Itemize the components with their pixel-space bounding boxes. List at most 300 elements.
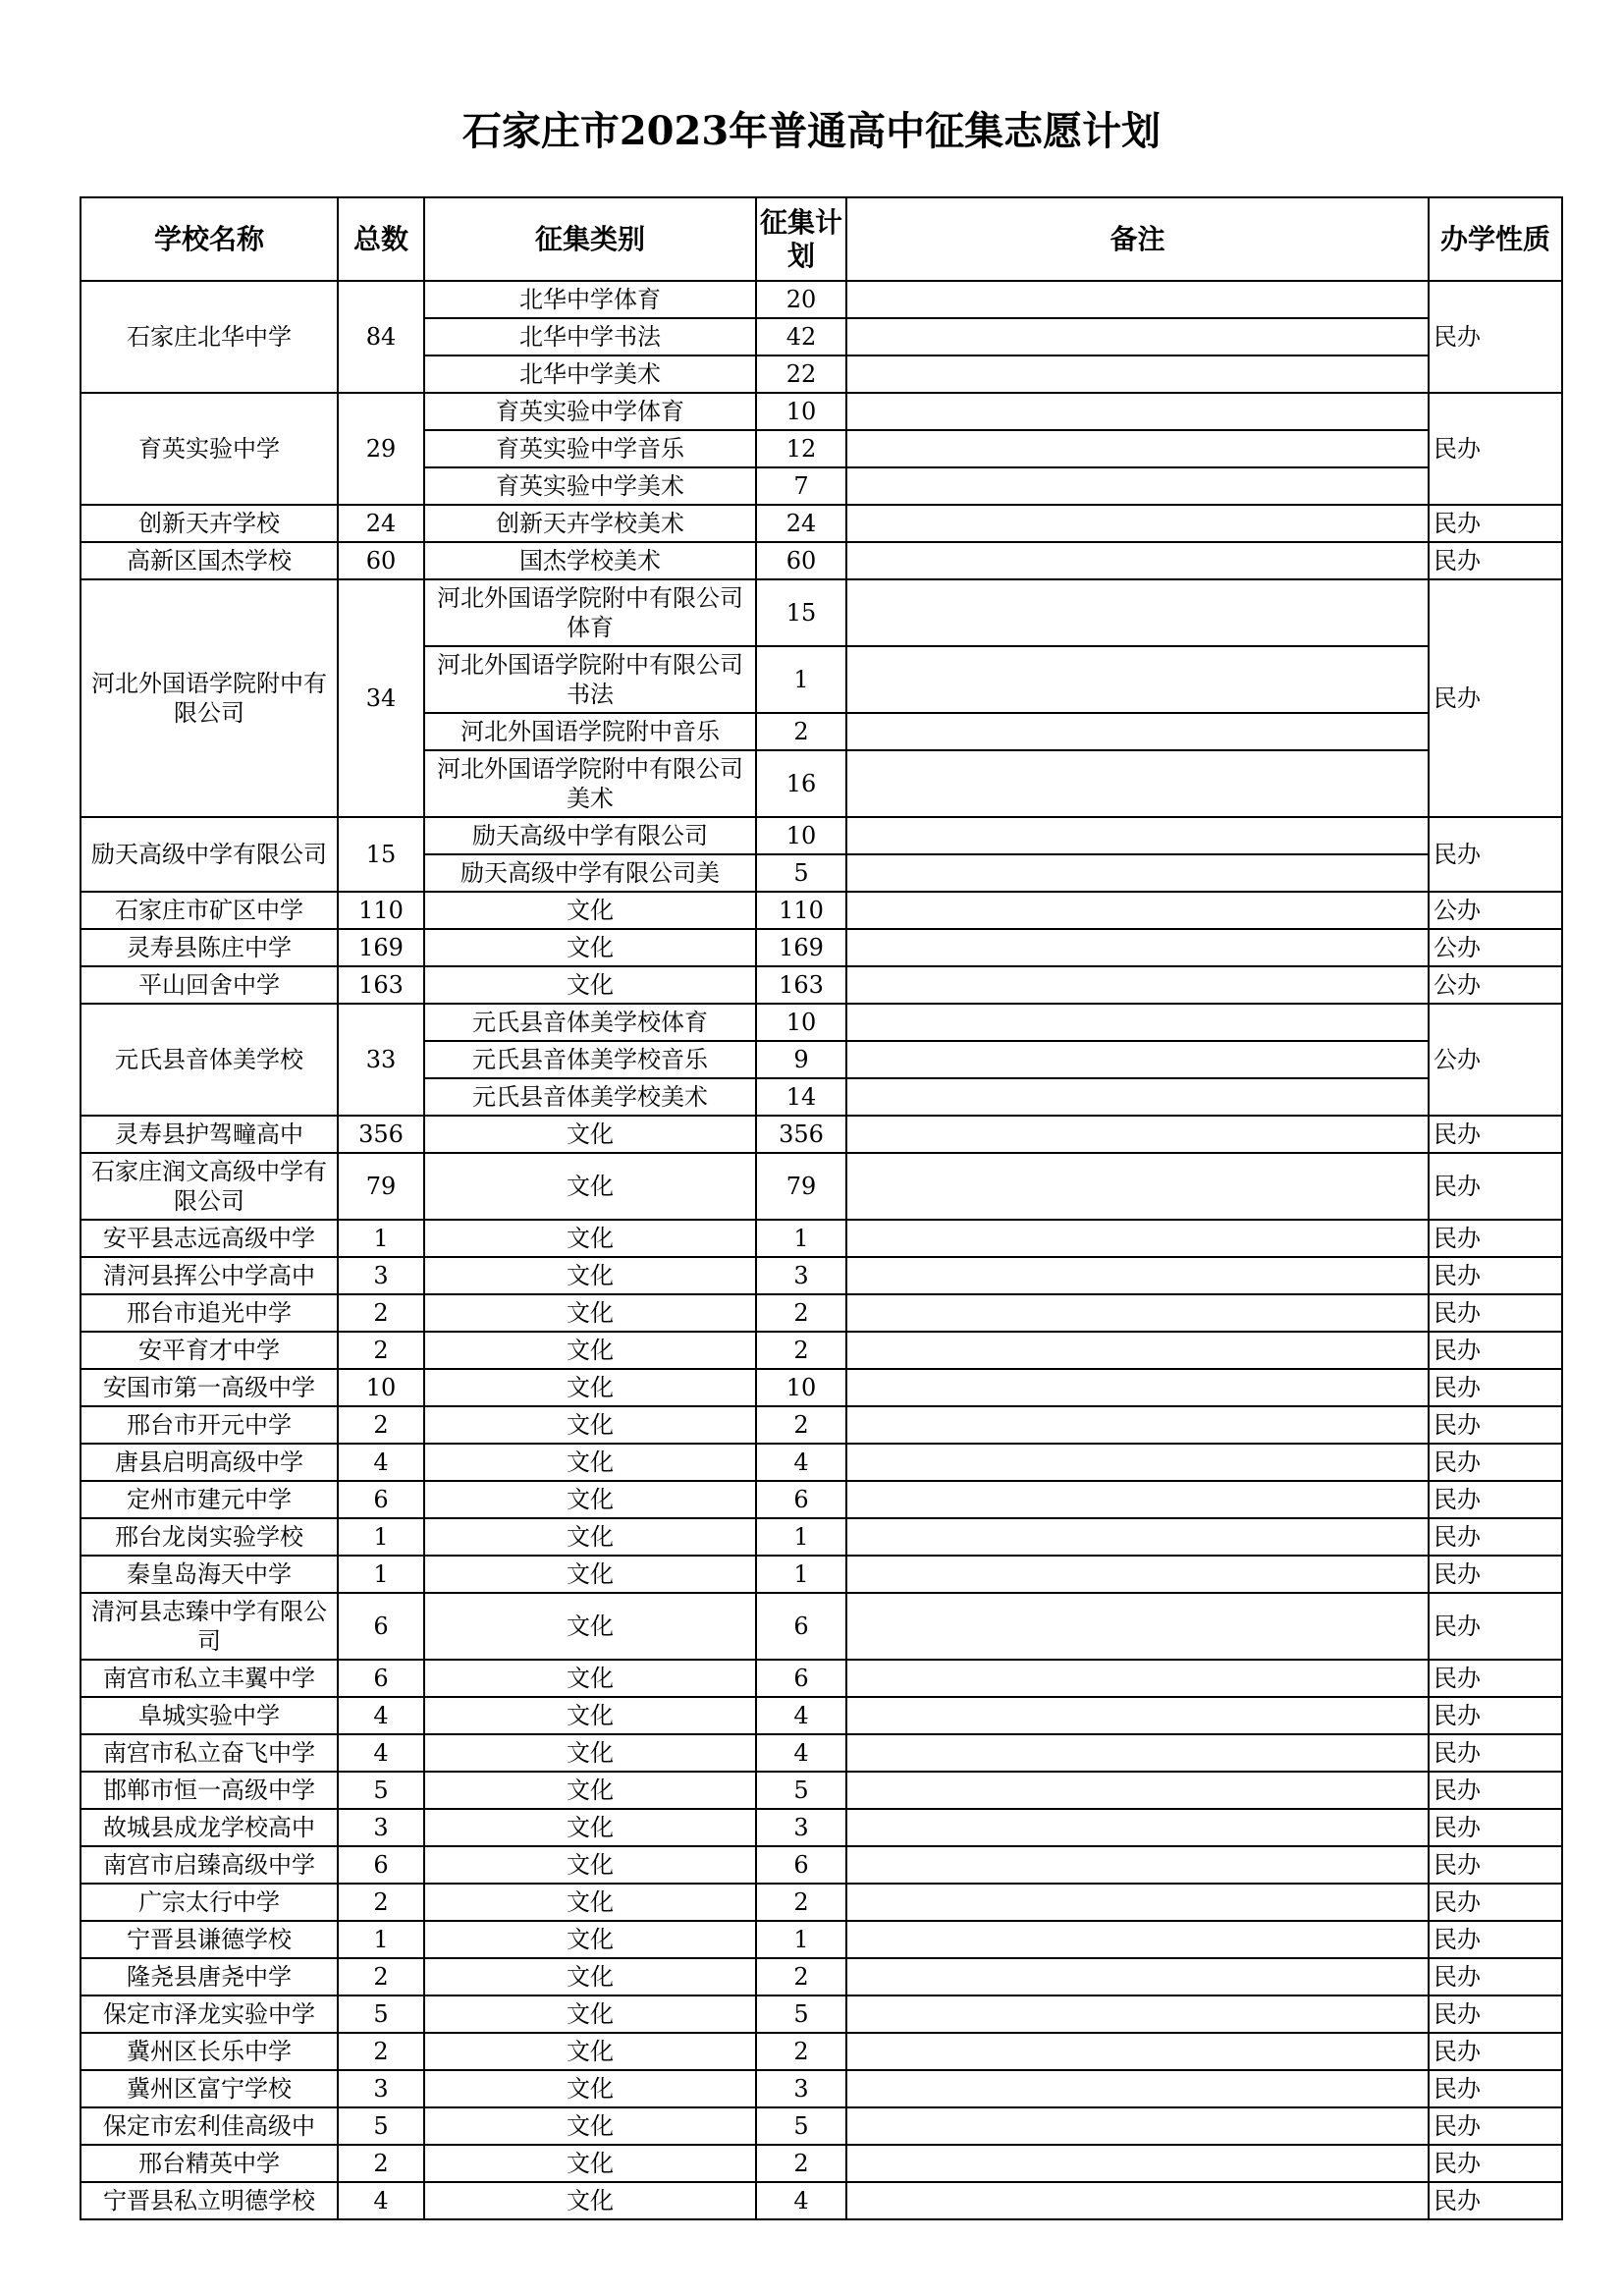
nature-cell: 民办: [1429, 1556, 1562, 1593]
plan-cell: 2: [756, 2033, 846, 2070]
category-cell: 北华中学美术: [424, 355, 756, 393]
total-cell: 6: [338, 1593, 424, 1660]
category-cell: 文化: [424, 929, 756, 966]
nature-cell: 民办: [1429, 1332, 1562, 1369]
total-cell: 4: [338, 1444, 424, 1481]
nature-cell: 民办: [1429, 1257, 1562, 1294]
category-cell: 励天高级中学有限公司: [424, 817, 756, 854]
notes-cell: [846, 1406, 1429, 1444]
total-cell: 5: [338, 1995, 424, 2033]
table-row: [81, 817, 1562, 854]
category-cell: 文化: [424, 2070, 756, 2107]
category-cell: 文化: [424, 1846, 756, 1884]
total-cell: 2: [338, 1884, 424, 1921]
school-name-cell: 清河县挥公中学高中: [81, 1257, 338, 1294]
table-row: [81, 1481, 1562, 1518]
category-cell: 文化: [424, 1406, 756, 1444]
table-row: [81, 1116, 1562, 1153]
nature-cell: 民办: [1429, 505, 1562, 542]
category-cell: 文化: [424, 1660, 756, 1697]
notes-cell: [846, 1116, 1429, 1153]
plan-cell: 1: [756, 646, 846, 713]
nature-cell: 民办: [1429, 817, 1562, 892]
school-name-cell: 清河县志臻中学有限公司: [81, 1593, 338, 1660]
school-name-cell: 安平县志远高级中学: [81, 1220, 338, 1257]
notes-cell: [846, 2145, 1429, 2182]
nature-cell: 民办: [1429, 2145, 1562, 2182]
total-cell: 29: [338, 393, 424, 505]
nature-cell: 公办: [1429, 929, 1562, 966]
category-cell: 元氏县音体美学校音乐: [424, 1041, 756, 1078]
plan-cell: 3: [756, 1809, 846, 1846]
notes-cell: [846, 1220, 1429, 1257]
category-cell: 河北外国语学院附中音乐: [424, 713, 756, 750]
plan-cell: 42: [756, 318, 846, 355]
plan-cell: 6: [756, 1846, 846, 1884]
school-name-cell: 保定市泽龙实验中学: [81, 1995, 338, 2033]
nature-cell: 民办: [1429, 2033, 1562, 2070]
school-name-cell: 广宗太行中学: [81, 1884, 338, 1921]
total-cell: 1: [338, 1556, 424, 1593]
total-cell: 4: [338, 1697, 424, 1734]
school-name-cell: 河北外国语学院附中有限公司: [81, 579, 338, 817]
nature-cell: 民办: [1429, 1153, 1562, 1220]
school-name-cell: 邢台市追光中学: [81, 1294, 338, 1332]
table-row: [81, 1995, 1562, 2033]
school-name-cell: 励天高级中学有限公司: [81, 817, 338, 892]
plan-cell: 5: [756, 2107, 846, 2145]
plan-cell: 10: [756, 1004, 846, 1041]
category-cell: 北华中学书法: [424, 318, 756, 355]
category-cell: 文化: [424, 1556, 756, 1593]
category-cell: 元氏县音体美学校美术: [424, 1078, 756, 1116]
school-name-cell: 阜城实验中学: [81, 1697, 338, 1734]
school-name-cell: 石家庄北华中学: [81, 281, 338, 393]
plan-cell: 10: [756, 817, 846, 854]
total-cell: 2: [338, 1332, 424, 1369]
category-cell: 励天高级中学有限公司美: [424, 854, 756, 892]
notes-cell: [846, 1884, 1429, 1921]
table-row: [81, 1444, 1562, 1481]
notes-cell: [846, 1772, 1429, 1809]
header-row: [81, 197, 1562, 281]
notes-cell: [846, 1556, 1429, 1593]
school-name-cell: 安平育才中学: [81, 1332, 338, 1369]
category-cell: 元氏县音体美学校体育: [424, 1004, 756, 1041]
plan-cell: 4: [756, 1697, 846, 1734]
total-cell: 169: [338, 929, 424, 966]
plan-table: [80, 196, 1563, 2220]
category-cell: 文化: [424, 1958, 756, 1995]
table-row: [81, 1921, 1562, 1958]
notes-cell: [846, 2070, 1429, 2107]
category-cell: 育英实验中学音乐: [424, 430, 756, 467]
table-row: [81, 2033, 1562, 2070]
table-row: [81, 1846, 1562, 1884]
plan-cell: 356: [756, 1116, 846, 1153]
notes-cell: [846, 430, 1429, 467]
category-cell: 文化: [424, 1294, 756, 1332]
nature-cell: 民办: [1429, 1294, 1562, 1332]
category-cell: 文化: [424, 1772, 756, 1809]
notes-cell: [846, 1995, 1429, 2033]
total-cell: 4: [338, 2182, 424, 2219]
plan-cell: 7: [756, 467, 846, 505]
nature-cell: 民办: [1429, 1958, 1562, 1995]
category-cell: 北华中学体育: [424, 281, 756, 318]
category-cell: 育英实验中学美术: [424, 467, 756, 505]
total-cell: 6: [338, 1660, 424, 1697]
plan-cell: 5: [756, 1995, 846, 2033]
table-row: [81, 892, 1562, 929]
school-name-cell: 育英实验中学: [81, 393, 338, 505]
total-cell: 84: [338, 281, 424, 393]
nature-cell: 民办: [1429, 1220, 1562, 1257]
notes-cell: [846, 1734, 1429, 1772]
nature-cell: 民办: [1429, 281, 1562, 393]
school-name-cell: 邢台龙岗实验学校: [81, 1518, 338, 1556]
nature-cell: 民办: [1429, 1772, 1562, 1809]
header-notes: 备注: [846, 197, 1429, 281]
school-name-cell: 创新天卉学校: [81, 505, 338, 542]
notes-cell: [846, 1078, 1429, 1116]
nature-cell: 民办: [1429, 1921, 1562, 1958]
plan-cell: 6: [756, 1660, 846, 1697]
table-row: [81, 1406, 1562, 1444]
total-cell: 79: [338, 1153, 424, 1220]
table-row: [81, 281, 1562, 318]
notes-cell: [846, 2107, 1429, 2145]
table-row: [81, 1004, 1562, 1041]
total-cell: 6: [338, 1846, 424, 1884]
plan-cell: 6: [756, 1481, 846, 1518]
notes-cell: [846, 1153, 1429, 1220]
plan-cell: 24: [756, 505, 846, 542]
school-name-cell: 宁晋县私立明德学校: [81, 2182, 338, 2219]
category-cell: 河北外国语学院附中有限公司美术: [424, 750, 756, 817]
category-cell: 文化: [424, 1884, 756, 1921]
table-row: [81, 1734, 1562, 1772]
notes-cell: [846, 966, 1429, 1004]
category-cell: 文化: [424, 1369, 756, 1406]
school-name-cell: 冀州区富宁学校: [81, 2070, 338, 2107]
plan-cell: 22: [756, 355, 846, 393]
notes-cell: [846, 1660, 1429, 1697]
table-row: [81, 966, 1562, 1004]
plan-cell: 79: [756, 1153, 846, 1220]
table-row: [81, 1593, 1562, 1660]
nature-cell: 民办: [1429, 1481, 1562, 1518]
notes-cell: [846, 1041, 1429, 1078]
nature-cell: 公办: [1429, 966, 1562, 1004]
total-cell: 6: [338, 1481, 424, 1518]
category-cell: 文化: [424, 1220, 756, 1257]
header-nature: 办学性质: [1429, 197, 1562, 281]
nature-cell: 民办: [1429, 1369, 1562, 1406]
school-name-cell: 安国市第一高级中学: [81, 1369, 338, 1406]
school-name-cell: 冀州区长乐中学: [81, 2033, 338, 2070]
school-name-cell: 灵寿县护驾疃高中: [81, 1116, 338, 1153]
category-cell: 文化: [424, 1734, 756, 1772]
school-name-cell: 石家庄润文高级中学有限公司: [81, 1153, 338, 1220]
table-row: [81, 1332, 1562, 1369]
nature-cell: 民办: [1429, 1846, 1562, 1884]
table-row: [81, 2070, 1562, 2107]
plan-cell: 3: [756, 1257, 846, 1294]
notes-cell: [846, 892, 1429, 929]
total-cell: 4: [338, 1734, 424, 1772]
table-row: [81, 1518, 1562, 1556]
category-cell: 文化: [424, 2182, 756, 2219]
category-cell: 河北外国语学院附中有限公司体育: [424, 579, 756, 646]
plan-cell: 6: [756, 1593, 846, 1660]
total-cell: 10: [338, 1369, 424, 1406]
nature-cell: 民办: [1429, 1697, 1562, 1734]
plan-cell: 1: [756, 1220, 846, 1257]
plan-cell: 110: [756, 892, 846, 929]
plan-cell: 2: [756, 713, 846, 750]
notes-cell: [846, 1958, 1429, 1995]
table-row: [81, 1660, 1562, 1697]
notes-cell: [846, 1809, 1429, 1846]
notes-cell: [846, 1369, 1429, 1406]
notes-cell: [846, 1332, 1429, 1369]
category-cell: 文化: [424, 1995, 756, 2033]
category-cell: 文化: [424, 2145, 756, 2182]
notes-cell: [846, 467, 1429, 505]
table-row: [81, 1884, 1562, 1921]
notes-cell: [846, 505, 1429, 542]
nature-cell: 民办: [1429, 2107, 1562, 2145]
category-cell: 文化: [424, 1697, 756, 1734]
table-row: [81, 393, 1562, 430]
school-name-cell: 石家庄市矿区中学: [81, 892, 338, 929]
header-total: 总数: [338, 197, 424, 281]
plan-cell: 2: [756, 1958, 846, 1995]
category-cell: 文化: [424, 892, 756, 929]
plan-cell: 2: [756, 1294, 846, 1332]
school-name-cell: 灵寿县陈庄中学: [81, 929, 338, 966]
table-row: [81, 1697, 1562, 1734]
plan-cell: 4: [756, 1444, 846, 1481]
total-cell: 15: [338, 817, 424, 892]
category-cell: 文化: [424, 1809, 756, 1846]
plan-cell: 1: [756, 1518, 846, 1556]
plan-cell: 2: [756, 1884, 846, 1921]
notes-cell: [846, 854, 1429, 892]
table-row: [81, 1257, 1562, 1294]
plan-cell: 1: [756, 1556, 846, 1593]
notes-cell: [846, 355, 1429, 393]
school-name-cell: 宁晋县谦德学校: [81, 1921, 338, 1958]
plan-cell: 12: [756, 430, 846, 467]
total-cell: 1: [338, 1921, 424, 1958]
plan-cell: 2: [756, 1406, 846, 1444]
plan-cell: 2: [756, 2145, 846, 2182]
category-cell: 文化: [424, 1257, 756, 1294]
nature-cell: 民办: [1429, 2070, 1562, 2107]
plan-cell: 20: [756, 281, 846, 318]
notes-cell: [846, 750, 1429, 817]
plan-cell: 15: [756, 579, 846, 646]
nature-cell: 民办: [1429, 1593, 1562, 1660]
notes-cell: [846, 1518, 1429, 1556]
notes-cell: [846, 1846, 1429, 1884]
nature-cell: 公办: [1429, 1004, 1562, 1116]
nature-cell: 民办: [1429, 1518, 1562, 1556]
plan-cell: 9: [756, 1041, 846, 1078]
page-title: 石家庄市2023年普通高中征集志愿计划: [461, 108, 1162, 154]
nature-cell: 民办: [1429, 1995, 1562, 2033]
notes-cell: [846, 1004, 1429, 1041]
school-name-cell: 邢台精英中学: [81, 2145, 338, 2182]
nature-cell: 民办: [1429, 579, 1562, 817]
school-name-cell: 秦皇岛海天中学: [81, 1556, 338, 1593]
nature-cell: 民办: [1429, 542, 1562, 579]
school-name-cell: 南宫市启臻高级中学: [81, 1846, 338, 1884]
school-name-cell: 南宫市私立奋飞中学: [81, 1734, 338, 1772]
nature-cell: 民办: [1429, 1406, 1562, 1444]
notes-cell: [846, 393, 1429, 430]
nature-cell: 民办: [1429, 1660, 1562, 1697]
header-plan: 征集计划: [756, 197, 846, 281]
notes-cell: [846, 646, 1429, 713]
school-name-cell: 邢台市开元中学: [81, 1406, 338, 1444]
table-row: [81, 1220, 1562, 1257]
nature-cell: 民办: [1429, 1734, 1562, 1772]
plan-cell: 5: [756, 1772, 846, 1809]
school-name-cell: 故城县成龙学校高中: [81, 1809, 338, 1846]
total-cell: 24: [338, 505, 424, 542]
notes-cell: [846, 318, 1429, 355]
category-cell: 文化: [424, 1116, 756, 1153]
notes-cell: [846, 542, 1429, 579]
notes-cell: [846, 1481, 1429, 1518]
plan-cell: 4: [756, 1734, 846, 1772]
plan-cell: 3: [756, 2070, 846, 2107]
school-name-cell: 南宫市私立丰翼中学: [81, 1660, 338, 1697]
table-row: [81, 2145, 1562, 2182]
nature-cell: 民办: [1429, 1884, 1562, 1921]
nature-cell: 公办: [1429, 892, 1562, 929]
total-cell: 2: [338, 2033, 424, 2070]
notes-cell: [846, 929, 1429, 966]
table-row: [81, 542, 1562, 579]
school-name-cell: 保定市宏利佳高级中: [81, 2107, 338, 2145]
table-row: [81, 1153, 1562, 1220]
table-row: [81, 579, 1562, 646]
total-cell: 5: [338, 2107, 424, 2145]
total-cell: 2: [338, 1406, 424, 1444]
notes-cell: [846, 1257, 1429, 1294]
total-cell: 2: [338, 2145, 424, 2182]
nature-cell: 民办: [1429, 393, 1562, 505]
total-cell: 1: [338, 1518, 424, 1556]
category-cell: 创新天卉学校美术: [424, 505, 756, 542]
category-cell: 文化: [424, 1921, 756, 1958]
nature-cell: 民办: [1429, 2182, 1562, 2219]
category-cell: 文化: [424, 1444, 756, 1481]
total-cell: 60: [338, 542, 424, 579]
notes-cell: [846, 2033, 1429, 2070]
school-name-cell: 唐县启明高级中学: [81, 1444, 338, 1481]
category-cell: 文化: [424, 1153, 756, 1220]
total-cell: 3: [338, 2070, 424, 2107]
category-cell: 育英实验中学体育: [424, 393, 756, 430]
total-cell: 34: [338, 579, 424, 817]
total-cell: 33: [338, 1004, 424, 1116]
notes-cell: [846, 1921, 1429, 1958]
notes-cell: [846, 817, 1429, 854]
plan-cell: 16: [756, 750, 846, 817]
table-row: [81, 1369, 1562, 1406]
plan-cell: 169: [756, 929, 846, 966]
notes-cell: [846, 2182, 1429, 2219]
notes-cell: [846, 1294, 1429, 1332]
plan-cell: 4: [756, 2182, 846, 2219]
table-row: [81, 1958, 1562, 1995]
table-row: [81, 1772, 1562, 1809]
total-cell: 356: [338, 1116, 424, 1153]
total-cell: 163: [338, 966, 424, 1004]
category-cell: 河北外国语学院附中有限公司书法: [424, 646, 756, 713]
category-cell: 文化: [424, 2033, 756, 2070]
school-name-cell: 定州市建元中学: [81, 1481, 338, 1518]
plan-cell: 1: [756, 1921, 846, 1958]
plan-cell: 10: [756, 393, 846, 430]
school-name-cell: 高新区国杰学校: [81, 542, 338, 579]
plan-cell: 2: [756, 1332, 846, 1369]
total-cell: 2: [338, 1958, 424, 1995]
table-row: [81, 505, 1562, 542]
notes-cell: [846, 1697, 1429, 1734]
notes-cell: [846, 281, 1429, 318]
school-name-cell: 元氏县音体美学校: [81, 1004, 338, 1116]
table-row: [81, 1556, 1562, 1593]
nature-cell: 民办: [1429, 1444, 1562, 1481]
nature-cell: 民办: [1429, 1809, 1562, 1846]
plan-cell: 163: [756, 966, 846, 1004]
school-name-cell: 隆尧县唐尧中学: [81, 1958, 338, 1995]
notes-cell: [846, 713, 1429, 750]
table-row: [81, 2107, 1562, 2145]
category-cell: 文化: [424, 1332, 756, 1369]
nature-cell: 民办: [1429, 1116, 1562, 1153]
school-name-cell: 平山回舍中学: [81, 966, 338, 1004]
notes-cell: [846, 1593, 1429, 1660]
table-body: [81, 281, 1562, 2219]
total-cell: 3: [338, 1809, 424, 1846]
category-cell: 文化: [424, 1593, 756, 1660]
header-category: 征集类别: [424, 197, 756, 281]
category-cell: 文化: [424, 1481, 756, 1518]
table-row: [81, 2182, 1562, 2219]
header-school: 学校名称: [81, 197, 338, 281]
plan-cell: 14: [756, 1078, 846, 1116]
total-cell: 110: [338, 892, 424, 929]
category-cell: 文化: [424, 2107, 756, 2145]
total-cell: 3: [338, 1257, 424, 1294]
total-cell: 1: [338, 1220, 424, 1257]
category-cell: 文化: [424, 1518, 756, 1556]
total-cell: 5: [338, 1772, 424, 1809]
total-cell: 2: [338, 1294, 424, 1332]
table-row: [81, 929, 1562, 966]
table-row: [81, 1809, 1562, 1846]
plan-cell: 60: [756, 542, 846, 579]
notes-cell: [846, 1444, 1429, 1481]
school-name-cell: 邯郸市恒一高级中学: [81, 1772, 338, 1809]
